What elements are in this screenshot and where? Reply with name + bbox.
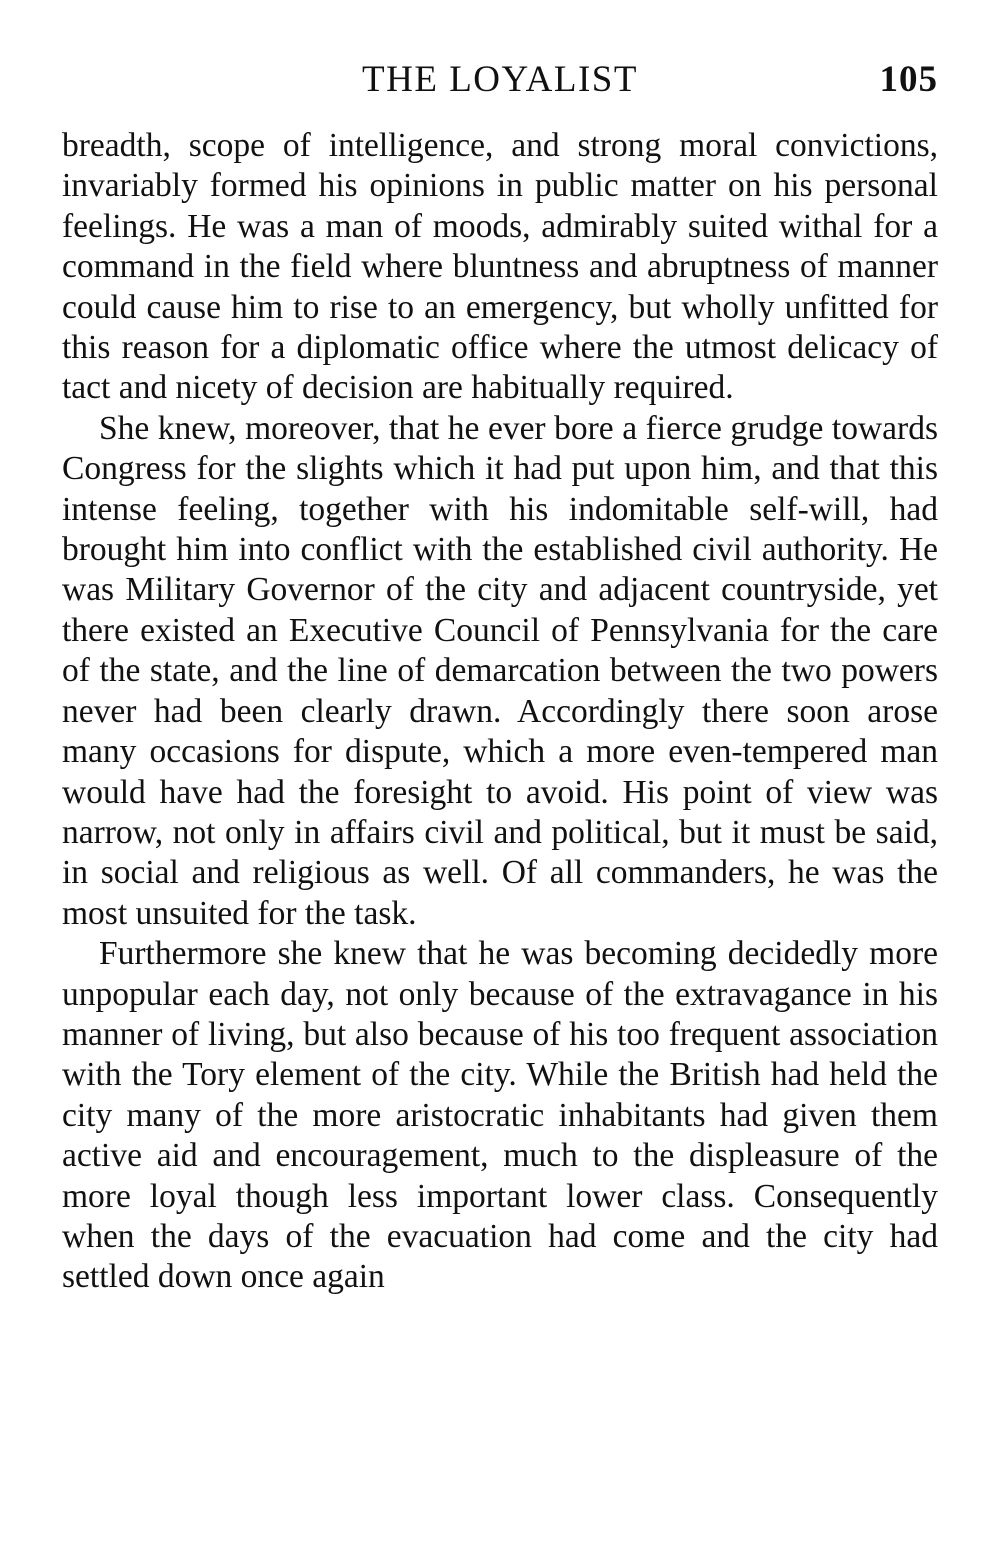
page-number: 105 xyxy=(879,59,938,100)
running-header xyxy=(62,52,938,110)
paragraph: Furthermore she knew that he was becoming decidedly more unpopular each day, not only because of the extravagance in his manner of living, but also because of his too frequent association with the Tory element of the city. While the British had held the city many of the more aristocratic inhabitants had given them active aid and encouragement, much to the displeasure of the more loyal though less important lower class. Consequently when the days of the evacuation had come and the city had settled down once again xyxy=(62,935,938,1296)
running-title: THE LOYALIST xyxy=(362,59,638,100)
paragraph-continued: breadth, scope of intelligence, and strong moral convictions, invariably formed his opinions in public matter on his personal feelings. He was a man of moods, admirably suited withal for a command in the field where bluntness and abruptness of manner could cause him to rise to an emergency, but wholly unfitted for this reason for a diplomatic office where the utmost delicacy of tact and nicety of decision are habitually required. xyxy=(62,127,938,407)
body-text xyxy=(62,126,938,1298)
book-page xyxy=(62,52,938,1298)
paragraph: She knew, moreover, that he ever bore a fierce grudge towards Congress for the slights which it had put upon him, and that this intense feeling, together with his indomitable self-will, had brought him into conflict with the established civil authority. He was Military Governor of the city and adjacent countryside, yet there existed an Executive Council of Pennsylvania for the care of the state, and the line of demarcation between the two powers never had been clearly drawn. Accordingly there soon arose many occasions for dispute, which a more even-tempered man would have had the foresight to avoid. His point of view was narrow, not only in affairs civil and political, but it must be said, in social and religious as well. Of all commanders, he was the most unsuited for the task. xyxy=(62,409,938,932)
